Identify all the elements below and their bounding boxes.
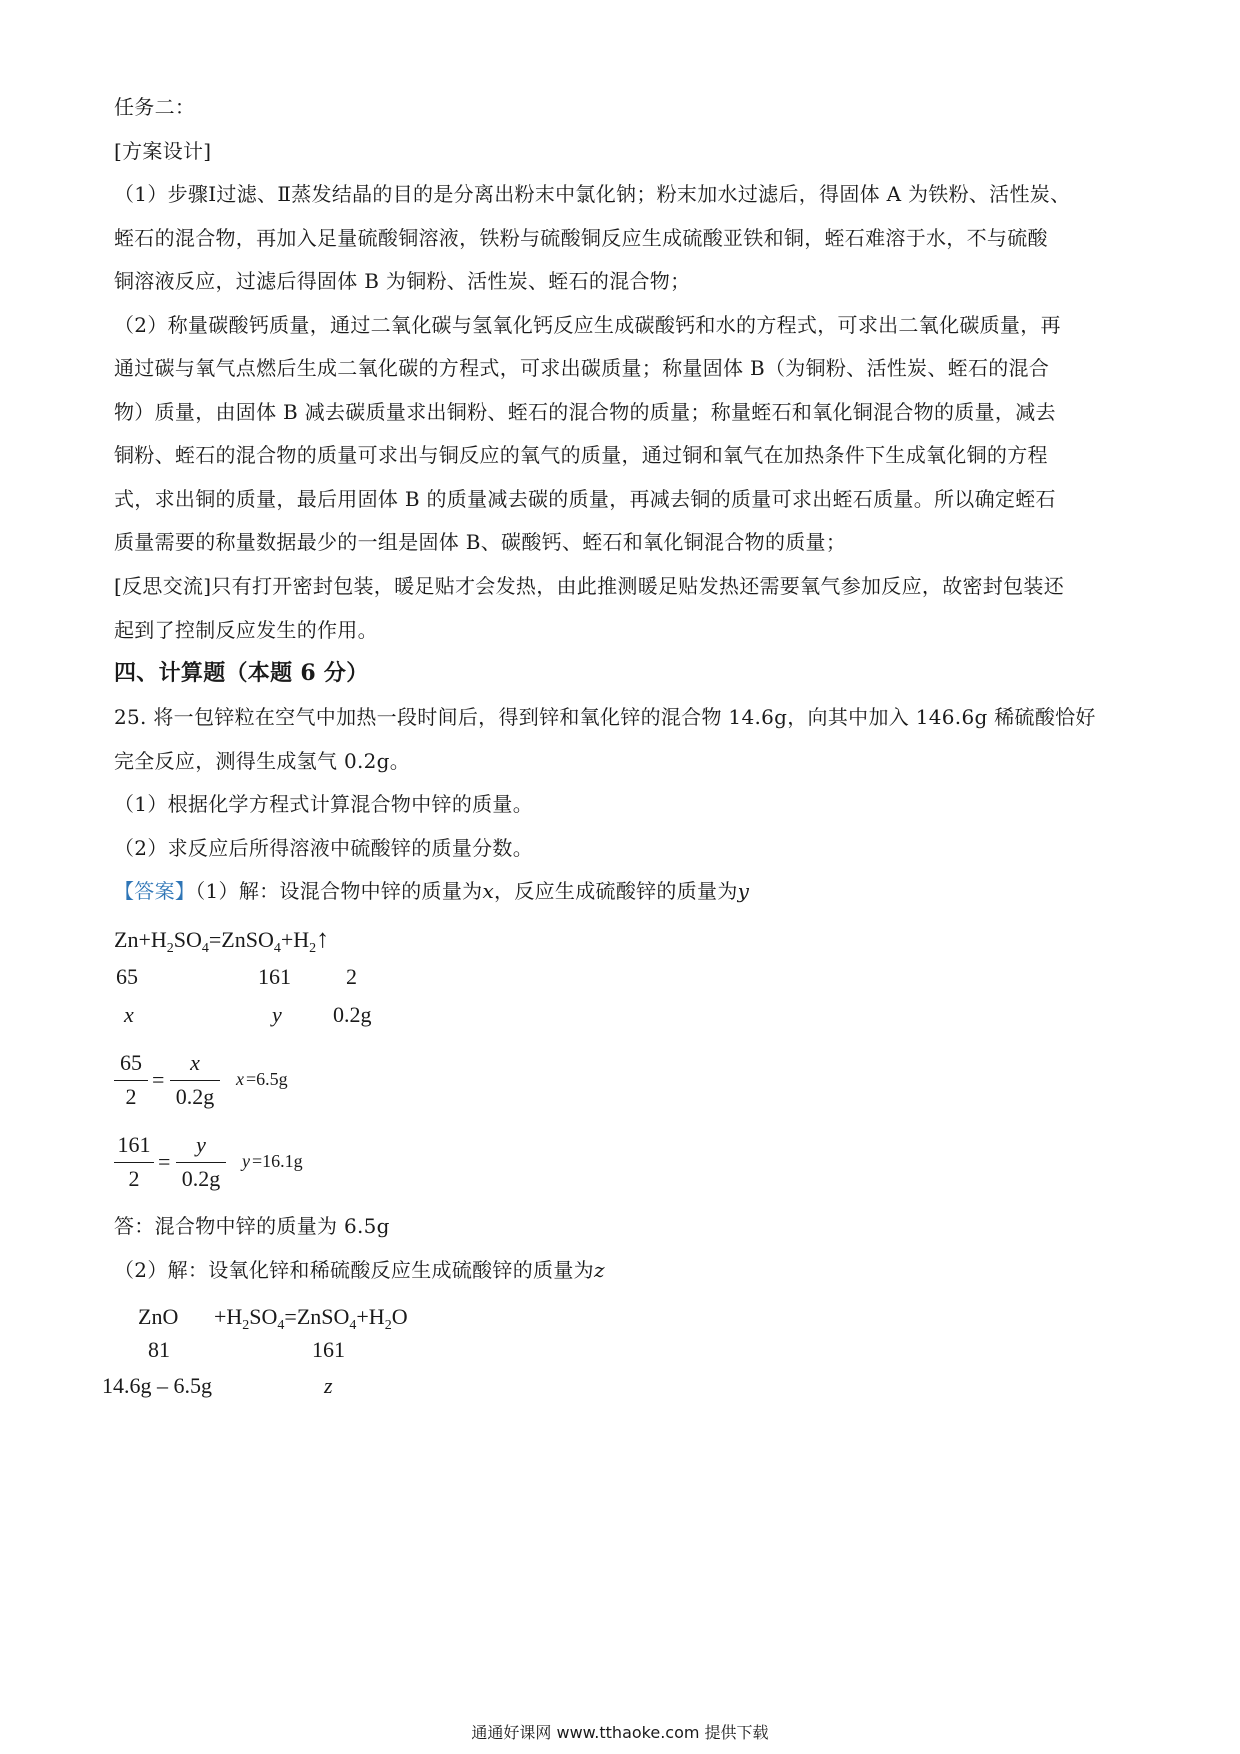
subscript: 4 <box>273 941 281 956</box>
equals-sign: = <box>152 1067 165 1092</box>
fraction-bar <box>176 1162 226 1163</box>
var-x: x <box>124 1002 134 1027</box>
question-line: 完全反应，测得生成氢气 0.2g。 <box>114 749 411 773</box>
answer-line <box>114 877 1134 905</box>
answer-mid: ，反应生成硫酸锌的质量为 <box>494 879 738 903</box>
fraction-bar <box>170 1080 220 1081</box>
fraction-bar <box>114 1080 148 1081</box>
formula-zno: ZnO <box>138 1304 179 1329</box>
paragraph-line: 铜溶液反应，过滤后得固体 B 为铜粉、活性炭、蛭石的混合物； <box>114 269 691 293</box>
paragraph-line: 物）质量，由固体 B 减去碳质量求出铜粉、蛭石的混合物的质量；称量蛭石和氧化铜混合物的质量，减去 <box>114 400 1056 424</box>
equation-rest <box>214 1304 408 1333</box>
subscript: 4 <box>201 941 209 956</box>
formula-part: Zn <box>114 927 139 952</box>
var-z: z <box>593 1258 605 1282</box>
question-line: 25. 将一包锌粒在空气中加热一段时间后，得到锌和氧化锌的混合物 14.6g，向其中加入 146.6g 稀硫酸恰好 <box>114 705 1096 729</box>
molar-mass-h2: 2 <box>346 964 357 989</box>
subquestion-2: （2）求反应后所得溶液中硫酸锌的质量分数。 <box>114 836 534 860</box>
subscript: 2 <box>309 941 317 956</box>
subscript: 2 <box>166 941 174 956</box>
reflection-line: [反思交流]只有打开密封包装，暖足贴才会发热，由此推测暖足贴发热还需要氧气参加反应，故密封包装还 <box>114 574 1065 598</box>
fraction-numerator: 161 <box>117 1132 151 1157</box>
formula-part: +H <box>280 927 310 952</box>
var-y: y <box>242 1151 250 1171</box>
fraction-numerator: x <box>190 1050 200 1075</box>
paragraph-line: 铜粉、蛭石的混合物的质量可求出与铜反应的氧气的质量，通过铜和氧气在加热条件下生成氧化铜的方程 <box>114 443 1048 467</box>
paragraph-line: 式，求出铜的质量，最后用固体 B 的质量减去碳的质量，再减去铜的质量可求出蛭石质量。所以确定蛭石 <box>114 487 1056 511</box>
answer-label: 【答案】 <box>114 879 196 903</box>
fraction-denominator: 0.2g <box>175 1084 215 1109</box>
fraction-numerator: 65 <box>120 1050 142 1075</box>
fraction-denominator: 2 <box>128 1166 140 1191</box>
var-y: y <box>737 879 750 903</box>
formula-part: +H <box>356 1304 385 1329</box>
var-y: y <box>272 1002 282 1027</box>
part2-text: （2）解：设氧化锌和稀硫酸反应生成硫酸锌的质量为 <box>114 1258 594 1282</box>
var-x: x <box>236 1069 244 1089</box>
subscript: 2 <box>242 1318 250 1333</box>
formula-part: =ZnSO <box>284 1304 350 1329</box>
paragraph-line: （1）步骤Ⅰ过滤、Ⅱ蒸发结晶的目的是分离出粉末中氯化钠；粉末加水过滤后，得固体 A 为铁粉、活性炭、 <box>114 182 1071 206</box>
design-label: [方案设计] <box>114 139 212 163</box>
var-z: z <box>324 1373 333 1398</box>
zno-mass-expression: 14.6g – 6.5g <box>102 1373 212 1398</box>
subscript: 2 <box>384 1318 392 1333</box>
equation-zn-h2so4 <box>114 924 330 956</box>
fraction-numerator: y <box>196 1132 206 1157</box>
molar-mass-znso4: 161 <box>312 1337 345 1362</box>
formula-part: O <box>391 1304 408 1329</box>
part2-intro <box>114 1256 1134 1284</box>
paragraph-line: 通过碳与氧气点燃后生成二氧化碳的方程式，可求出碳质量；称量固体 B（为铜粉、活性炭、蛭石的混合 <box>114 356 1050 380</box>
section-title: 四、计算题（本题 6 分） <box>114 660 369 686</box>
formula-part: +H <box>138 927 167 952</box>
fraction-denominator: 0.2g <box>181 1166 221 1191</box>
task2-heading: 任务二： <box>114 95 196 119</box>
paragraph-line: 质量需要的称量数据最少的一组是固体 B、碳酸钙、蛭石和氧化铜混合物的质量； <box>114 530 847 554</box>
subscript: 4 <box>277 1318 285 1333</box>
equals-sign: = <box>158 1149 171 1174</box>
fraction-bar <box>114 1162 154 1163</box>
molar-mass-znso4: 161 <box>258 964 291 989</box>
var-x: x <box>482 879 495 903</box>
page-footer: 通通好课网 www.tthaoke.com 提供下载 <box>471 1723 769 1742</box>
result-value: =16.1g <box>252 1151 303 1171</box>
formula-part: SO <box>249 1304 278 1329</box>
formula-part: +H <box>214 1304 243 1329</box>
fraction-denominator: 2 <box>125 1084 137 1109</box>
answer-intro: （1）解：设混合物中锌的质量为 <box>195 879 483 903</box>
formula-part: =ZnSO <box>208 927 274 952</box>
gas-arrow-icon: ↑ <box>316 924 330 953</box>
subscript: 4 <box>349 1318 357 1333</box>
paragraph-line: 蛭石的混合物，再加入足量硫酸铜溶液，铁粉与硫酸铜反应生成硫酸亚铁和铜，蛭石难溶于水，不与硫酸 <box>114 226 1048 250</box>
reflection-line: 起到了控制反应发生的作用。 <box>114 618 378 642</box>
subquestion-1: （1）根据化学方程式计算混合物中锌的质量。 <box>114 792 534 816</box>
h2-mass: 0.2g <box>333 1002 372 1027</box>
result-value: =6.5g <box>246 1069 288 1089</box>
answer-conclusion: 答：混合物中锌的质量为 6.5g <box>114 1214 390 1238</box>
paragraph-line: （2）称量碳酸钙质量，通过二氧化碳与氢氧化钙反应生成碳酸钙和水的方程式，可求出二氧化碳质量，再 <box>114 313 1061 337</box>
formula-part: SO <box>173 927 202 952</box>
molar-mass-zno: 81 <box>148 1337 170 1362</box>
molar-mass-zn: 65 <box>116 964 138 989</box>
